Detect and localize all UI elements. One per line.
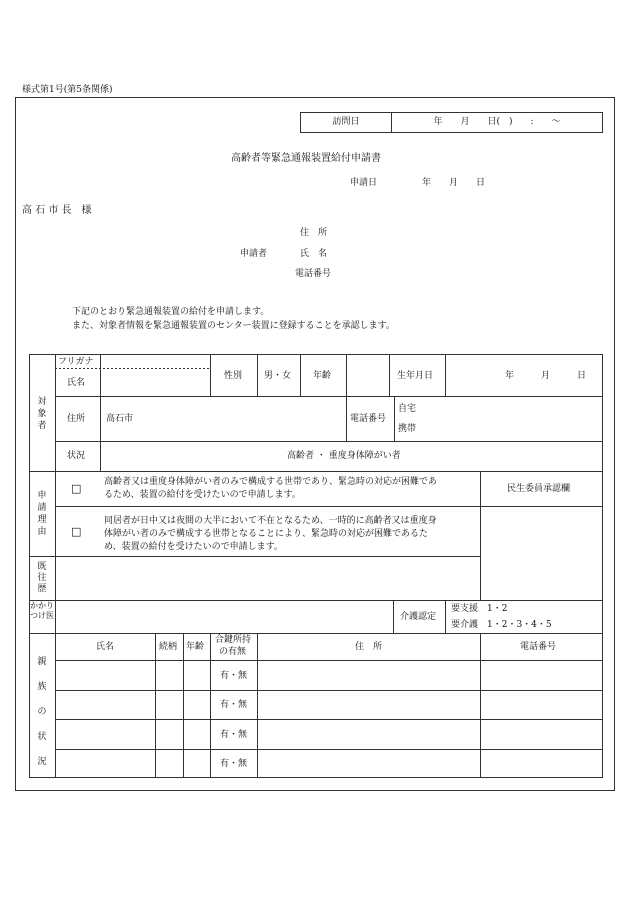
doctor-label: かかりつけ医 (30, 601, 54, 620)
form-title: 高齢者等緊急通報装置給付申請書 (231, 153, 381, 164)
reason-1-line-2: るため、装置の給付を受けたいので申請します。 (104, 490, 301, 500)
intro-line-2: また、対象者情報を緊急通報装置のセンター装置に登録することを承認します。 (72, 321, 395, 331)
status-value[interactable]: 高齢者 ・ 重度身体障がい者 (287, 451, 401, 461)
subject-section-label: 対象者 (37, 397, 47, 431)
intro-line-1: 下記のとおり緊急通報装置の給付を申請します。 (72, 307, 270, 317)
birthdate-value[interactable]: 年 月 日 (505, 371, 587, 381)
age-label: 年齢 (313, 371, 332, 381)
relatives-name-header: 氏名 (96, 642, 115, 652)
name-input[interactable] (102, 356, 208, 394)
relatives-key-row-1[interactable]: 有・無 (220, 671, 248, 681)
status-label: 状況 (67, 451, 86, 461)
gender-label: 性別 (224, 371, 243, 381)
visit-date-value[interactable]: 年 月 日( ) : ～ (433, 117, 561, 127)
applicant-phone-label: 電話番号 (295, 269, 332, 279)
reason-2-checkbox[interactable]: □ (71, 525, 82, 538)
care-level[interactable]: 要介護 1・2・3・4・5 (451, 620, 552, 630)
medical-history-label: 既往歴 (37, 562, 47, 594)
reason-2-line-2: 体障がい者のみで構成する世帯となることにより、緊急時の対応が困難であるた (104, 529, 429, 539)
reason-2-line-1: 同居者が日中又は夜間の大半において不在となるため、一時的に高齢者又は重度身 (104, 516, 437, 526)
reason-1-line-1: 高齢者又は重度身体障がい者のみで構成する世帯であり、緊急時の対応が困難であ (104, 477, 438, 487)
relatives-key-row-3[interactable]: 有・無 (220, 730, 248, 740)
relatives-phone-header: 電話番号 (520, 642, 557, 652)
relatives-relation-header: 続柄 (159, 642, 178, 652)
relatives-age-header: 年齢 (186, 642, 205, 652)
phone-home[interactable]: 自宅 (398, 404, 417, 414)
reason-2-line-3: め、装置の給付を受けたいので申請します。 (104, 542, 283, 552)
name-label: 氏名 (67, 378, 86, 388)
relatives-address-header: 住 所 (355, 642, 383, 652)
relatives-key-header-2: の有無 (219, 647, 247, 657)
application-date[interactable]: 申請日 年 月 日 (350, 178, 486, 188)
support-level[interactable]: 要支援 1・2 (451, 604, 508, 614)
relatives-key-row-2[interactable]: 有・無 (220, 700, 248, 710)
birthdate-label: 生年月日 (397, 371, 434, 381)
welfare-commissioner-label: 民生委員承認欄 (507, 484, 571, 494)
visit-date-label: 訪問日 (301, 113, 392, 132)
furigana-label: フリガナ (58, 357, 94, 367)
form-number: 様式第1号(第5条関係) (22, 85, 113, 95)
relatives-key-row-4[interactable]: 有・無 (220, 759, 248, 769)
relatives-key-header-1: 合鍵所持 (215, 635, 252, 645)
address-value[interactable]: 高石市 (106, 414, 134, 424)
care-certification-label: 介護認定 (400, 612, 437, 622)
gender-options[interactable]: 男・女 (264, 371, 292, 381)
addressee: 高 石 市 長 様 (22, 205, 92, 216)
reason-1-checkbox[interactable]: □ (71, 482, 82, 495)
phone-mobile[interactable]: 携帯 (398, 424, 417, 434)
age-input[interactable] (348, 356, 388, 394)
phone-label: 電話番号 (350, 414, 387, 424)
reasons-section-label: 申請理由 (37, 491, 47, 537)
applicant-name-label: 氏 名 (300, 249, 328, 259)
address-label: 住所 (67, 414, 86, 424)
applicant-label: 申請者 (240, 249, 268, 259)
relatives-section-label: 親族の状況 (37, 657, 47, 767)
applicant-address-label: 住 所 (300, 228, 328, 238)
